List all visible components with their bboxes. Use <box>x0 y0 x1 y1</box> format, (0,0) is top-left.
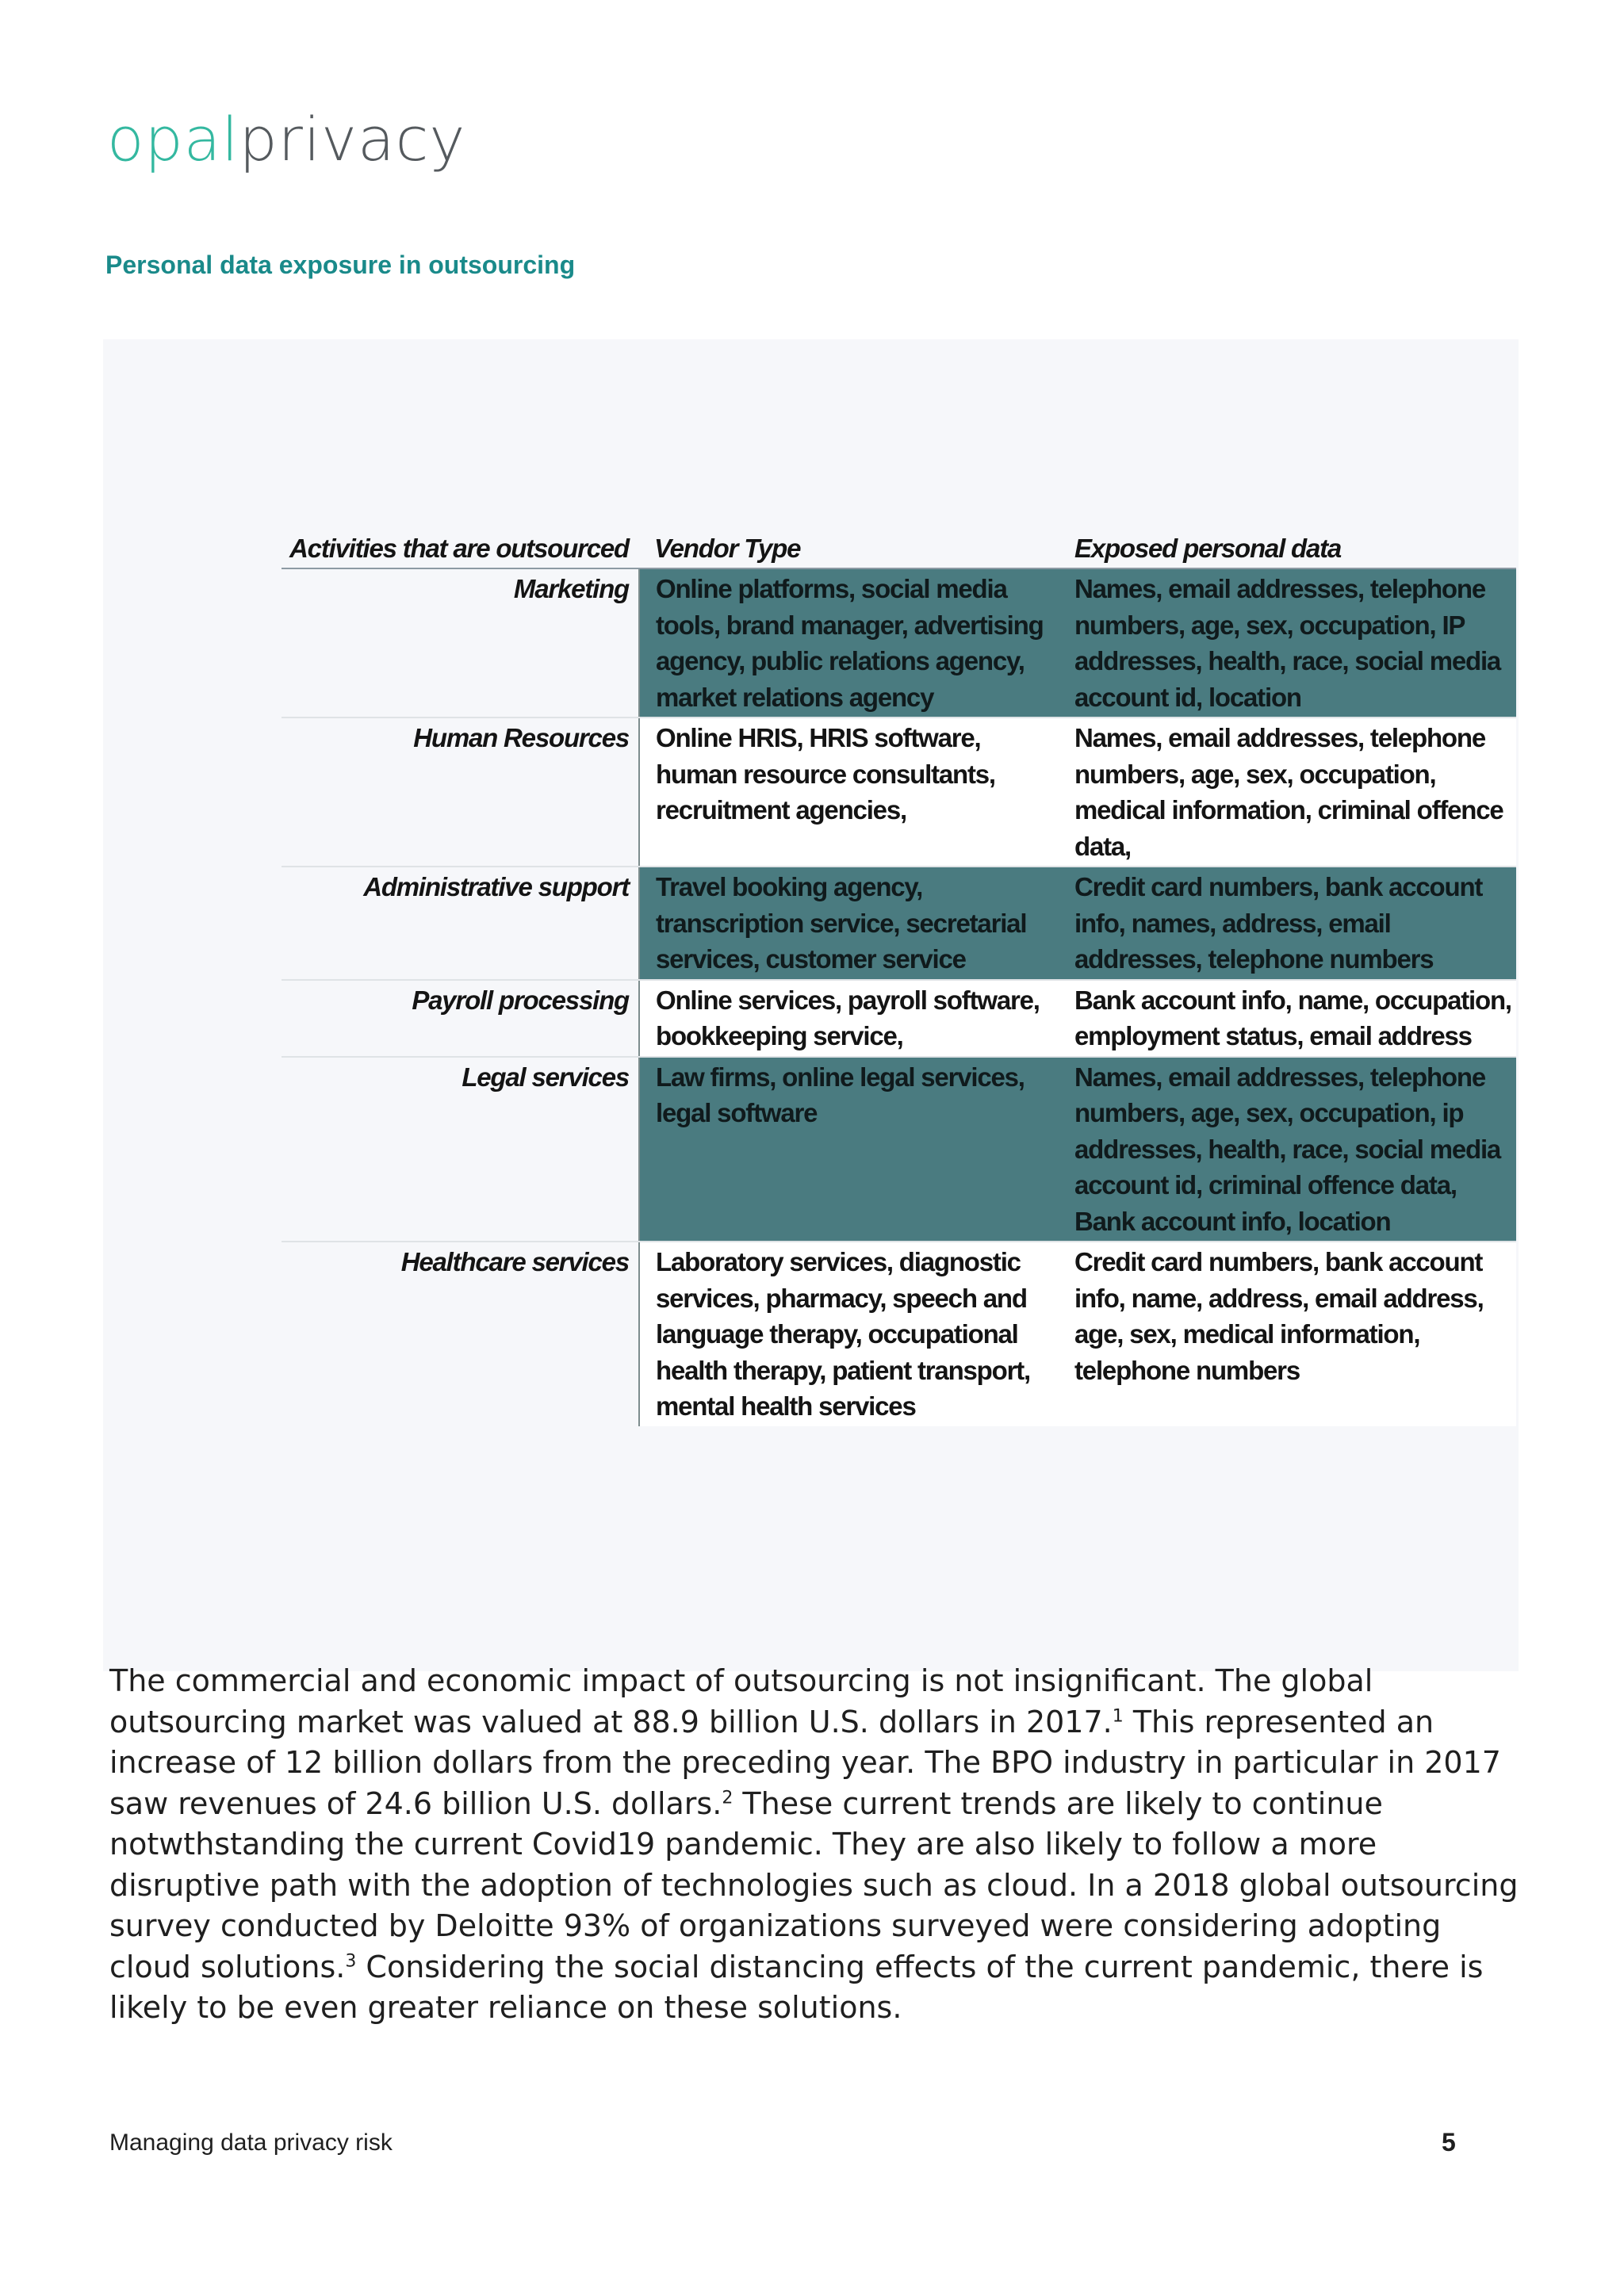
activity-cell: Payroll processing <box>412 985 629 1015</box>
body-sentence: This represented an increase of 12 billion dollars from the preceding year. The BPO industry in particular in 2017 saw revenues of 24.6 billion U.S. dollars. <box>109 1704 1501 1821</box>
logo-privacy-text: privacy <box>239 104 466 174</box>
outsourcing-data-figure <box>103 339 1519 1671</box>
outsourcing-table <box>282 528 1516 1426</box>
exposed-data-cell: Bank account info, name, occupation, employment status, email address <box>1074 981 1516 1056</box>
vendor-cell: Travel booking agency, transcription service, secretarial services, customer service <box>638 867 1074 979</box>
footer-document-title: Managing data privacy risk <box>109 2130 393 2156</box>
activity-cell: Administrative support <box>363 872 629 901</box>
vendor-cell: Law firms, online legal services, legal software <box>638 1058 1074 1242</box>
table-row-healthcare-services <box>282 1242 1516 1426</box>
header-activities: Activities that are outsourced <box>289 533 629 563</box>
page-title: Personal data exposure in outsourcing <box>105 251 576 279</box>
activity-cell: Healthcare services <box>400 1247 629 1276</box>
table-row-administrative-support <box>282 867 1516 981</box>
exposed-data-cell: Credit card numbers, bank account info, names, address, email addresses, telephone numbers <box>1074 867 1516 979</box>
exposed-data-cell: Credit card numbers, bank account info, name, address, email address, age, sex, medical information, telephone numbers <box>1074 1242 1516 1426</box>
exposed-data-cell: Names, email addresses, telephone numbers, age, sex, occupation, IP addresses, health, race, social media account id, location <box>1074 569 1516 717</box>
body-sentence: These current trends are likely to continue notwthstanding the current Covid19 pandemic. They are also likely to follow a more disruptive path with the adoption of technologies such as cloud. In a 2018 global outsourcing survey conducted by Deloitte 93% of organizations surveyed were considering adopting cloud solutions. <box>109 1785 1519 1984</box>
vendor-cell: Online HRIS, HRIS software, human resource consultants, recruitment agencies, <box>638 718 1074 866</box>
exposed-data-cell: Names, email addresses, telephone numbers, age, sex, occupation, ip addresses, health, race, social media account id, criminal offence data, Bank account info, location <box>1074 1058 1516 1242</box>
opalprivacy-logo <box>107 104 466 174</box>
header-vendor-type: Vendor Type <box>654 533 801 563</box>
footnote-ref: 2 <box>722 1787 733 1808</box>
vendor-cell: Laboratory services, diagnostic services, pharmacy, speech and language therapy, occupational health therapy, patient transport, mental health services <box>638 1242 1074 1426</box>
footnote-ref: 3 <box>345 1950 357 1971</box>
body-paragraph <box>109 1661 1521 2029</box>
body-sentence: The commercial and economic impact of outsourcing is not insignificant. The global outsourcing market was valued at 88.9 billion U.S. dollars in 2017. <box>109 1663 1373 1739</box>
exposed-data-cell: Names, email addresses, telephone numbers, age, sex, occupation, medical information, criminal offence data, <box>1074 718 1516 866</box>
page-number: 5 <box>1442 2128 1456 2156</box>
activity-cell: Marketing <box>513 574 629 603</box>
vendor-cell: Online platforms, social media tools, brand manager, advertising agency, public relations agency, market relations agency <box>638 569 1074 717</box>
activity-cell: Human Resources <box>413 723 629 752</box>
table-row-marketing <box>282 569 1516 718</box>
vendor-cell: Online services, payroll software, bookkeeping service, <box>638 981 1074 1056</box>
table-row-payroll-processing <box>282 981 1516 1058</box>
table-header-row <box>282 528 1516 569</box>
activity-cell: Legal services <box>462 1062 629 1092</box>
body-sentence: Considering the social distancing effects of the current pandemic, there is likely to be even greater reliance on these solutions. <box>109 1949 1484 2025</box>
header-exposed-data: Exposed personal data <box>1074 533 1342 563</box>
table-row-human-resources <box>282 718 1516 867</box>
logo-opal-text: opal <box>107 104 239 174</box>
table-row-legal-services <box>282 1058 1516 1243</box>
footnote-ref: 1 <box>1112 1705 1124 1726</box>
